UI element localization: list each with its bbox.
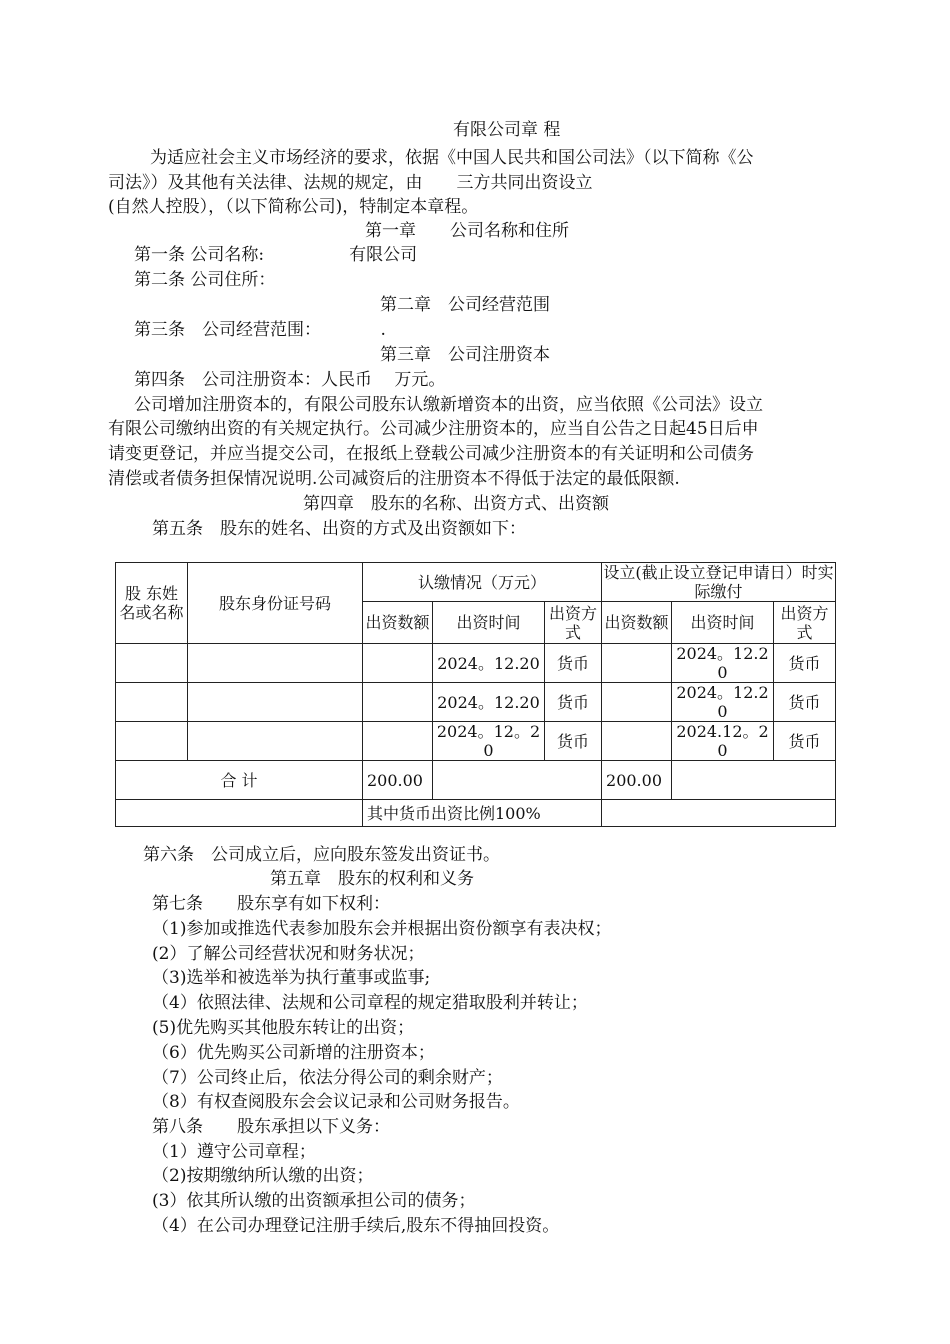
header-paid: 设立(截止设立登记申请日）时实际缴付 <box>603 563 834 601</box>
cell-sub-method: 货币 <box>545 683 602 722</box>
total-subscribed-amount: 200.00 <box>363 761 433 800</box>
duty-4: （4）在公司办理登记注册手续后,股东不得抽回投资。 <box>152 1216 560 1236</box>
article-8: 第八条 股东承担以下义务： <box>152 1117 390 1137</box>
capital-paragraph-line-2: 有限公司缴纳出资的有关规定执行。公司减少注册资本的，应当自公告之日起45日后申 <box>108 419 759 439</box>
header-paid-amount: 出资数额 <box>602 602 672 644</box>
article-7: 第七条 股东享有如下权利： <box>152 894 390 914</box>
capital-paragraph-line-4: 清偿或者债务担保情况说明.公司减资后的注册资本不得低于法定的最低限额. <box>108 469 680 489</box>
chapter-4-heading: 第四章 股东的名称、出资方式、出资额 <box>303 494 609 514</box>
right-6: （6）优先购买公司新增的注册资本； <box>152 1043 435 1063</box>
right-3: （3)选举和被选举为执行董事或监事; <box>152 968 431 988</box>
article-4: 第四条 公司注册资本：人民币 万元。 <box>134 370 446 390</box>
capital-paragraph-line-1: 公司增加注册资本的，有限公司股东认缴新增资本的出资，应当依照《公司法》设立 <box>134 395 763 415</box>
cell-paid-method: 货币 <box>774 683 836 722</box>
preamble-line-1: 为适应社会主义市场经济的要求，依据《中国人民共和国公司法》（以下简称《公 <box>150 148 754 168</box>
cell-paid-time: 2024.12。20 <box>672 722 774 761</box>
header-subscribed: 认缴情况（万元） <box>363 563 602 602</box>
ratio-row <box>116 800 836 827</box>
article-2: 第二条 公司住所： <box>134 270 276 290</box>
header-subscribed-time: 出资时间 <box>433 602 545 644</box>
cell-sub-time: 2024。12.20 <box>433 683 545 722</box>
right-5: (5)优先购买其他股东转让的出资； <box>152 1018 415 1038</box>
preamble-line-3: (自然人控股），（以下简称公司)，特制定本章程。 <box>108 197 479 217</box>
right-2: (2）了解公司经营状况和财务状况； <box>152 944 425 964</box>
duty-3: (3）依其所认缴的出资额承担公司的债务； <box>152 1191 476 1211</box>
cell-id <box>188 683 363 722</box>
ratio-blank-left <box>116 800 363 827</box>
cell-name <box>116 644 188 683</box>
article-3: 第三条 公司经营范围： . <box>134 320 386 340</box>
article-5: 第五条 股东的姓名、出资的方式及出资额如下： <box>152 519 526 539</box>
header-shareholder-name: 股 东姓 名或名称 <box>116 563 188 644</box>
cell-sub-amount <box>363 722 433 761</box>
chapter-5-heading: 第五章 股东的权利和义务 <box>270 869 474 889</box>
chapter-1-heading: 第一章 公司名称和住所 <box>365 221 569 241</box>
table-row <box>116 683 836 722</box>
cell-sub-method: 货币 <box>545 644 602 683</box>
cell-paid-amount <box>602 644 672 683</box>
document-title: 有限公司章 程 <box>453 120 561 140</box>
header-paid-time: 出资时间 <box>672 602 774 644</box>
header-id-number: 股东身份证号码 <box>188 563 363 644</box>
header-subscribed-method: 出资方式 <box>545 602 602 644</box>
duty-2: （2)按期缴纳所认缴的出资； <box>152 1166 374 1186</box>
capital-paragraph-line-3: 请变更登记，并应当提交公司，在报纸上登载公司减少注册资本的有关证明和公司债务 <box>108 444 754 464</box>
cell-sub-time: 2024。12。20 <box>433 722 545 761</box>
cell-paid-method: 货币 <box>774 722 836 761</box>
cell-paid-time: 2024。12.20 <box>672 683 774 722</box>
cell-sub-method: 货币 <box>545 722 602 761</box>
table-row <box>116 722 836 761</box>
cell-paid-amount <box>602 722 672 761</box>
table-row <box>116 644 836 683</box>
shareholder-table <box>115 562 836 827</box>
total-subscribed-blank <box>433 761 602 800</box>
right-4: （4）依照法律、法规和公司章程的规定猎取股利并转让； <box>152 993 588 1013</box>
cell-paid-time: 2024。12.20 <box>672 644 774 683</box>
right-8: （8）有权查阅股东会会议记录和公司财务报告。 <box>152 1092 520 1112</box>
header-subscribed-amount: 出资数额 <box>363 602 433 644</box>
right-7: （7）公司终止后，依法分得公司的剩余财产； <box>152 1068 503 1088</box>
duty-1: （1）遵守公司章程； <box>152 1142 316 1162</box>
article-6: 第六条 公司成立后，应向股东签发出资证书。 <box>143 845 500 865</box>
header-paid-method: 出资方式 <box>774 602 836 644</box>
cell-sub-time: 2024。12.20 <box>433 644 545 683</box>
cell-paid-method: 货币 <box>774 644 836 683</box>
total-label: 合 计 <box>116 761 363 800</box>
preamble-line-2: 司法》）及其他有关法律、法规的规定，由 三方共同出资设立 <box>108 173 593 193</box>
article-1: 第一条 公司名称: 有限公司 <box>134 245 418 265</box>
cell-id <box>188 722 363 761</box>
cell-id <box>188 644 363 683</box>
ratio-blank-right <box>602 800 836 827</box>
total-row <box>116 761 836 800</box>
cell-sub-amount <box>363 683 433 722</box>
chapter-2-heading: 第二章 公司经营范围 <box>380 295 550 315</box>
cell-name <box>116 683 188 722</box>
total-paid-blank <box>672 761 836 800</box>
cell-sub-amount <box>363 644 433 683</box>
chapter-3-heading: 第三章 公司注册资本 <box>380 345 550 365</box>
cell-paid-amount <box>602 683 672 722</box>
total-paid-amount: 200.00 <box>602 761 672 800</box>
right-1: （1)参加或推选代表参加股东会并根据出资份额享有表决权； <box>152 919 612 939</box>
currency-ratio: 其中货币出资比例100% <box>363 800 602 827</box>
cell-name <box>116 722 188 761</box>
